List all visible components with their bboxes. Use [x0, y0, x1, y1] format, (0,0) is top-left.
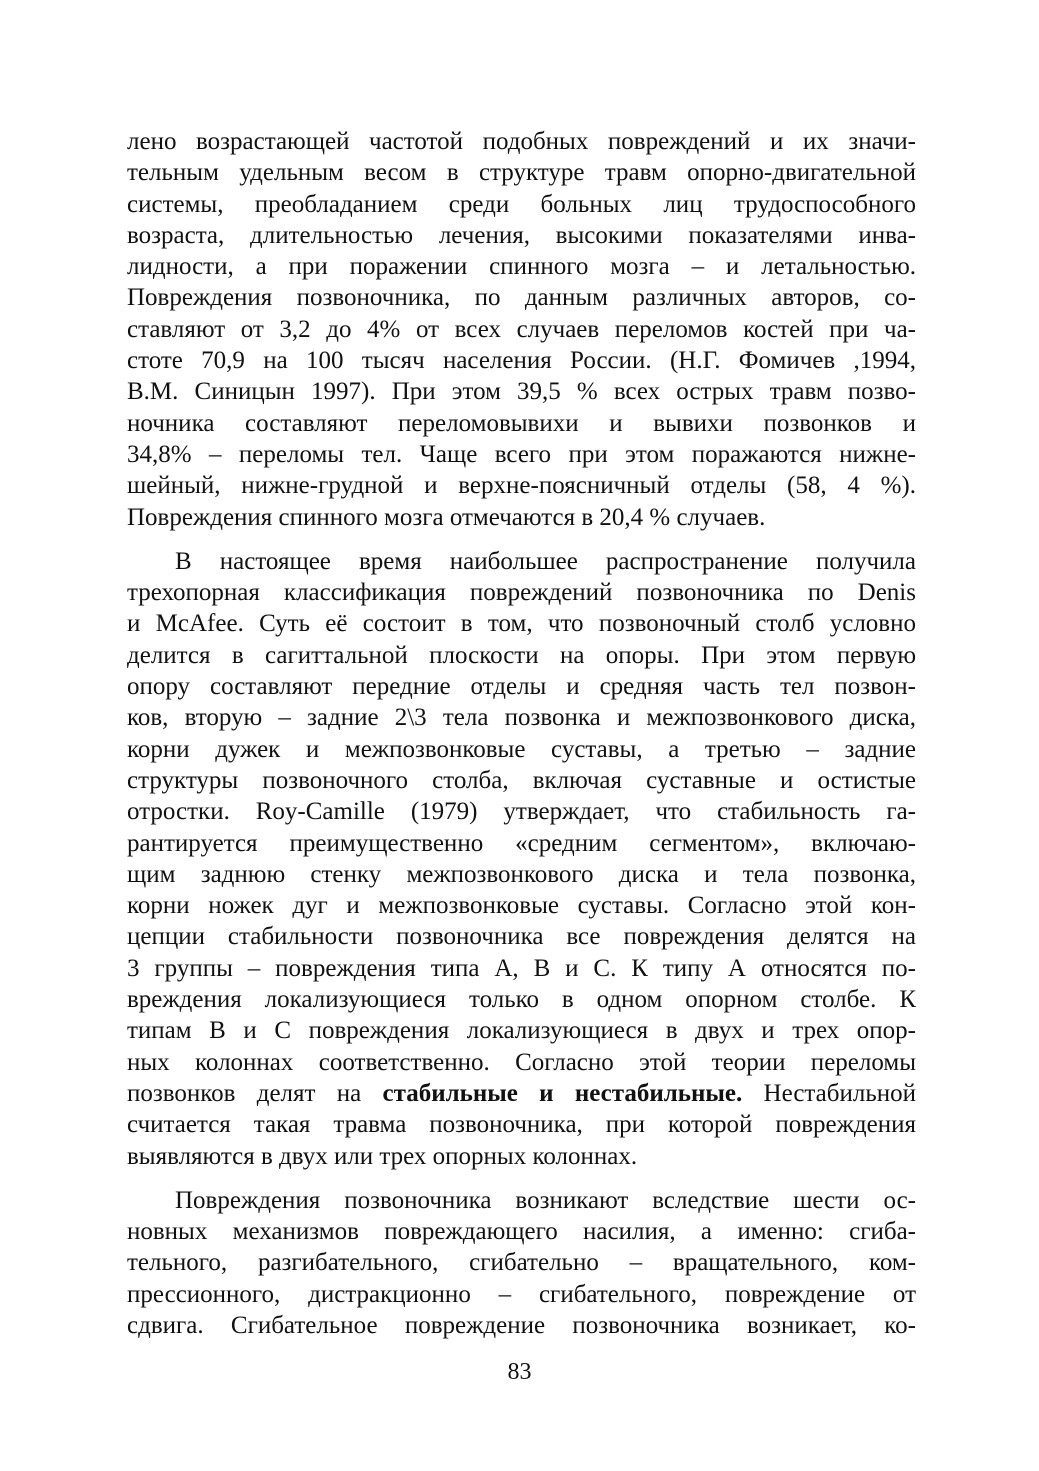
text-line: лидности, а при поражении спинного мозга – и летальностью.	[127, 253, 916, 281]
text-line: прессионного, дистракционно – сгибательного, повреждение от	[127, 1280, 916, 1308]
text-line: корни дужек и межпозвонковые суставы, а третью – задние	[127, 735, 916, 763]
text-line: вреждения локализующиеся только в одном опорном столбе. К	[127, 986, 916, 1014]
text-line: цепции стабильности позвоночника все повреждения делятся на	[127, 923, 916, 951]
text-line: рантируется преимущественно «средним сегментом», включаю-	[127, 829, 916, 857]
text-line-first: Повреждения позвоночника возникают вследствие шести ос-	[175, 1186, 916, 1214]
text-line: корни ножек дуг и межпозвонковые суставы. Согласно этой кон-	[127, 892, 916, 920]
text-line: лено возрастающей частотой подобных повреждений и их значи-	[127, 128, 916, 155]
text-line: делится в сагиттальной плоскости на опоры. При этом первую	[127, 641, 916, 669]
text-line: возраста, длительностью лечения, высокими показателями инва-	[127, 221, 916, 249]
text-line: новных механизмов повреждающего насилия, а именно: сгиба-	[127, 1218, 916, 1246]
text-line: и McAfee. Суть её состоит в том, что позвоночный столб условно	[127, 610, 916, 638]
text-line: шейный, нижне-грудной и верхне-поясничный отделы (58, 4 %).	[127, 472, 916, 500]
text-line: считается такая травма позвоночника, при которой повреждения	[127, 1111, 916, 1139]
text-run: Нестабильной	[742, 1079, 916, 1107]
text-line: 3 группы – повреждения типа А, В и С. К типу А относятся по-	[127, 954, 916, 982]
text-run: позвонков делят на	[127, 1079, 383, 1107]
text-line: структуры позвоночного столба, включая суставные и остистые	[127, 766, 916, 794]
text-line: В.М. Синицын 1997). При этом 39,5 % всех острых травм позво-	[127, 378, 916, 406]
text-line: системы, преобладанием среди больных лиц трудоспособного	[127, 190, 916, 218]
text-line: ков, вторую – задние 2\3 тела позвонка и межпозвонкового диска,	[127, 704, 916, 732]
text-line: тельным удельным весом в структуре травм опорно-двигательной	[127, 159, 916, 187]
paragraph-1	[127, 126, 916, 533]
text-line: трехопорная классификация повреждений позвоночника по Denis	[127, 579, 916, 607]
paragraph-2	[127, 546, 916, 1172]
text-line: типам В и С повреждения локализующиеся в двух и трех опор-	[127, 1017, 916, 1045]
text-line: ставляют от 3,2 до 4% от всех случаев переломов костей при ча-	[127, 315, 916, 343]
text-line: сдвига. Сгибательное повреждение позвоночника возникает, ко-	[127, 1311, 916, 1339]
text-line: щим заднюю стенку межпозвонкового диска и тела позвонка,	[127, 860, 916, 888]
text-line-with-bold	[127, 1078, 916, 1109]
text-line-first: В настоящее время наибольшее распространение получила	[175, 547, 916, 575]
text-line: отростки. Roy-Camille (1979) утверждает, что стабильность га-	[127, 798, 916, 826]
body-text	[127, 126, 916, 1341]
text-line: стоте 70,9 на 100 тысяч населения России. (Н.Г. Фомичев ,1994,	[127, 347, 916, 375]
bold-term: стабильные и нестабильные.	[382, 1079, 743, 1107]
text-line: Повреждения позвоночника, по данным различных авторов, со-	[127, 284, 916, 312]
text-line: ных колоннах соответственно. Согласно этой теории переломы	[127, 1048, 916, 1076]
paragraph-gap	[127, 533, 916, 546]
paragraph-3	[127, 1185, 916, 1341]
text-line-last: Повреждения спинного мозга отмечаются в 20,4 % случаев.	[127, 503, 766, 531]
text-line: опору составляют передние отделы и средняя часть тел позвон-	[127, 673, 916, 701]
text-line: 34,8% – переломы тел. Чаще всего при этом поражаются нижне-	[127, 440, 916, 468]
text-line: ночника составляют переломовывихи и вывихи позвонков и	[127, 409, 916, 437]
paragraph-gap	[127, 1172, 916, 1185]
text-line-last: выявляются в двух или трех опорных колоннах.	[127, 1142, 638, 1170]
text-line: тельного, разгибательного, сгибательно – вращательного, ком-	[127, 1249, 916, 1277]
page-number: 83	[507, 1359, 532, 1385]
